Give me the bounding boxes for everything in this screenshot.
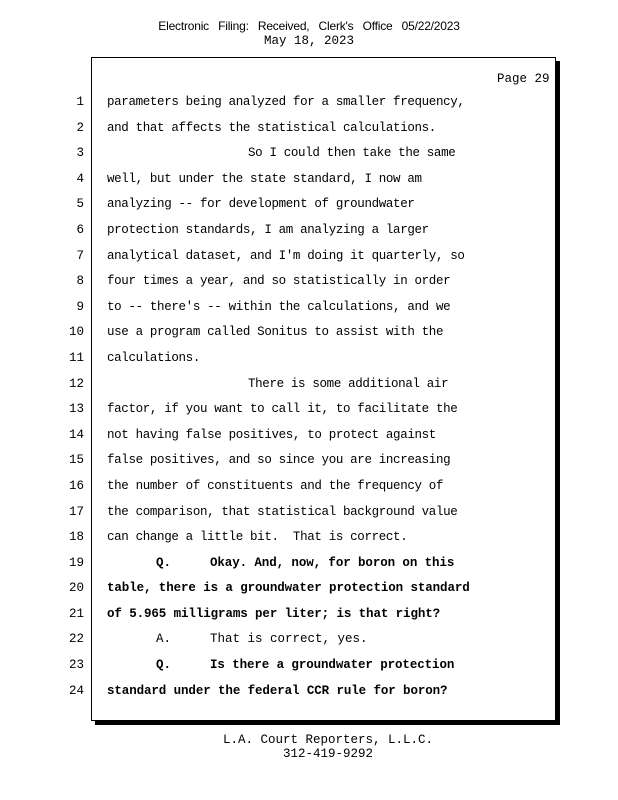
line-text: So I could then take the same — [248, 146, 456, 161]
line-text: four times a year, and so statistically in order — [107, 274, 451, 289]
line-number: 9 — [76, 299, 84, 314]
line-text: table, there is a groundwater protection standard — [107, 581, 470, 596]
line-text: use a program called Sonitus to assist with the — [107, 325, 444, 340]
line-text: calculations. — [107, 350, 200, 365]
transcript-line — [0, 679, 618, 705]
transcript-line — [0, 653, 618, 679]
reporter-company: L.A. Court Reporters, L.L.C. — [222, 733, 434, 747]
line-number: 11 — [68, 350, 84, 365]
line-number: 4 — [76, 171, 84, 186]
line-text: the comparison, that statistical background value — [107, 504, 458, 519]
reporter-footer — [0, 733, 618, 761]
line-text: analyzing -- for development of groundwater — [107, 197, 415, 212]
transcript-line — [0, 551, 618, 577]
line-number: 20 — [68, 581, 84, 596]
transcript-line — [0, 320, 618, 346]
transcript-line — [0, 474, 618, 500]
transcript-line — [0, 269, 618, 295]
transcript-line — [0, 218, 618, 244]
line-number: 19 — [68, 555, 84, 570]
transcript-line — [0, 500, 618, 526]
transcript-line — [0, 192, 618, 218]
transcript-line — [0, 576, 618, 602]
transcript-line — [0, 346, 618, 372]
reporter-phone: 312-419-9292 — [282, 747, 373, 761]
line-text: false positives, and so since you are increasing — [107, 453, 451, 468]
line-text: and that affects the statistical calculations. — [107, 120, 436, 135]
line-number: 5 — [76, 197, 84, 212]
transcript-line — [0, 525, 618, 551]
transcript-line — [0, 627, 618, 653]
line-number: 14 — [68, 427, 84, 442]
deposition-date: May 18, 2023 — [263, 34, 354, 48]
line-text: standard under the federal CCR rule for boron? — [107, 683, 448, 698]
transcript-line — [0, 295, 618, 321]
filing-header — [0, 19, 618, 48]
line-text: factor, if you want to call it, to facilitate the — [107, 402, 458, 417]
line-text: There is some additional air — [248, 376, 449, 391]
line-text: parameters being analyzed for a smaller frequency, — [107, 95, 465, 109]
line-number: 18 — [68, 530, 84, 545]
line-number: 1 — [76, 95, 84, 109]
line-number: 16 — [68, 478, 84, 493]
line-number: 17 — [68, 504, 84, 519]
transcript-line — [0, 116, 618, 142]
transcript-line — [0, 448, 618, 474]
line-text: Is there a groundwater protection — [210, 658, 455, 673]
line-text: protection standards, I am analyzing a larger — [107, 222, 429, 237]
line-number: 2 — [76, 120, 84, 135]
line-number: 23 — [68, 658, 84, 673]
line-text: can change a little bit. That is correct. — [107, 530, 408, 545]
line-number: 8 — [76, 274, 84, 289]
transcript-line — [0, 423, 618, 449]
line-text: That is correct, yes. — [210, 632, 368, 647]
transcript-line — [0, 372, 618, 398]
answer-marker: A. — [156, 632, 172, 647]
line-number: 24 — [68, 683, 84, 698]
line-number: 6 — [76, 222, 84, 237]
line-text: analytical dataset, and I'm doing it quarterly, so — [107, 248, 465, 263]
transcript-line — [0, 397, 618, 423]
line-number: 12 — [68, 376, 84, 391]
transcript-lines — [0, 90, 618, 704]
transcript-line — [0, 167, 618, 193]
line-number: 3 — [76, 146, 84, 161]
page-number: Page 29 — [497, 72, 550, 86]
line-text: not having false positives, to protect against — [107, 427, 436, 442]
transcript-line — [0, 602, 618, 628]
line-number: 21 — [68, 606, 84, 621]
line-text: well, but under the state standard, I now am — [107, 171, 422, 186]
line-number: 7 — [76, 248, 84, 263]
question-marker: Q. — [156, 555, 172, 570]
line-number: 22 — [68, 632, 84, 647]
line-text: the number of constituents and the frequency of — [107, 478, 444, 493]
efiling-stamp: Electronic Filing: Received, Clerk's Office 05/22/2023 — [158, 19, 460, 33]
line-text: of 5.965 milligrams per liter; is that right? — [107, 606, 441, 621]
transcript-line — [0, 90, 618, 116]
line-number: 10 — [68, 325, 84, 340]
line-text: to -- there's -- within the calculations, and we — [107, 299, 451, 314]
line-text: Okay. And, now, for boron on this — [210, 555, 455, 570]
question-marker: Q. — [156, 658, 172, 673]
line-number: 13 — [68, 402, 84, 417]
transcript-line — [0, 244, 618, 270]
transcript-line — [0, 141, 618, 167]
line-number: 15 — [68, 453, 84, 468]
